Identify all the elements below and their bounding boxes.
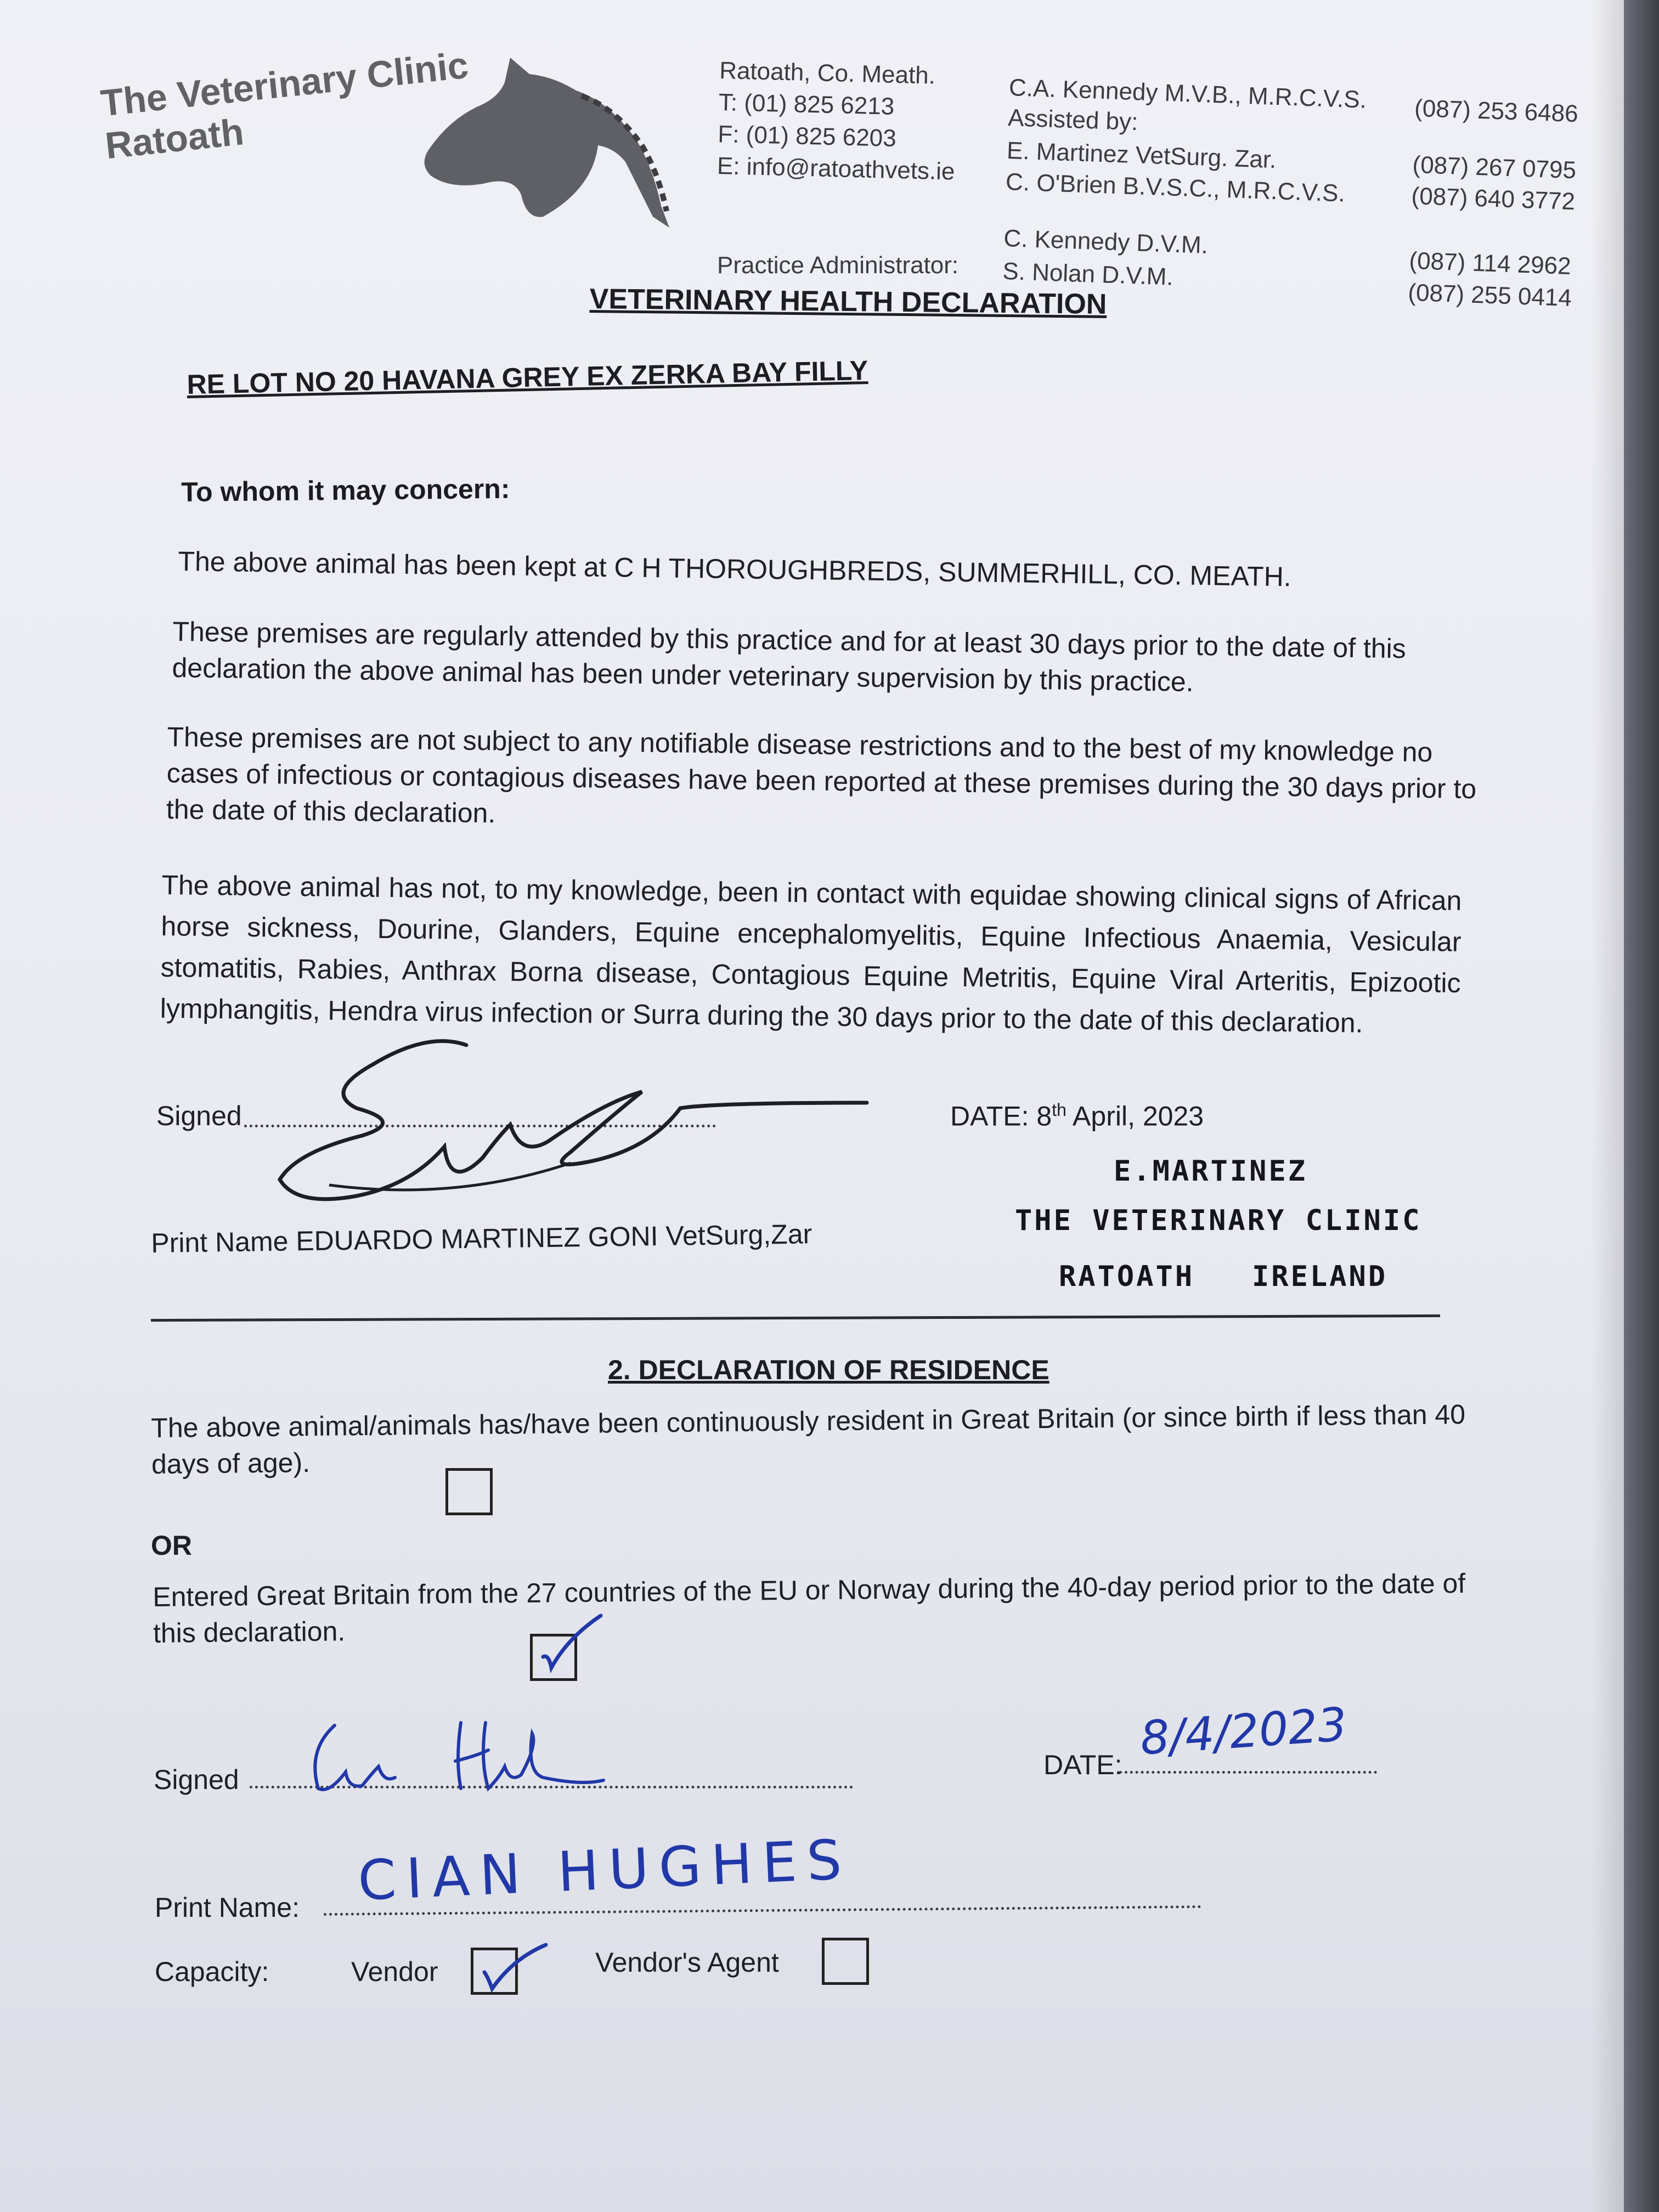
paragraph-equidae-contact: The above animal has not, to my knowledge, been in contact with equidae showing clinical signs of African horse sickness, Dourine, Glanders, Equine encephalomyelitis, Equine Infectious Anaemia, Vesicular stomatitis, Rabies, Anthrax Borna disease, Contagious Equine Metritis, Equine Viral Arteritis, Epizootic lymphangitis, Hendra virus infection or Surra during the 30 days prior to the date of this declaration.: [160, 869, 1462, 1039]
vet-phone-2: (087) 267 0795: [1412, 151, 1577, 184]
print-name-value: CIAN HUGHES: [357, 1827, 853, 1913]
vet-name-2: E. Martinez VetSurg. Zar.: [1006, 137, 1277, 174]
section-divider: [151, 1314, 1440, 1322]
check-mark-icon: [535, 1610, 612, 1676]
print-name-vet: Print Name EDUARDO MARTINEZ GONI VetSurg,Zar: [151, 1218, 812, 1259]
clinic-name-line1: The Veterinary Clinic: [99, 44, 471, 125]
residence-heading: 2. DECLARATION OF RESIDENCE: [608, 1355, 1049, 1385]
signature-martinez: [263, 1026, 889, 1223]
vet-phone-4: (087) 114 2962: [1408, 247, 1572, 280]
clinic-email: E: info@ratoathvets.ie: [716, 152, 956, 185]
or-label: OR: [151, 1530, 192, 1561]
background-surface: [1624, 0, 1659, 2212]
vet-name-5: S. Nolan D.V.M.: [1002, 257, 1174, 291]
print-name-label: Print Name:: [155, 1892, 300, 1923]
vendor-check-mark-icon: [475, 1934, 551, 2000]
residence-option-2-text: Entered Great Britain from the 27 countries of the EU or Norway during the 40-day period prior to the date of this declaration.: [153, 1567, 1466, 1649]
capacity-label: Capacity:: [155, 1956, 269, 1987]
lot-reference: RE LOT NO 20 HAVANA GREY EX ZERKA BAY FILLY: [187, 354, 868, 400]
clinic-telephone: T: (01) 825 6213: [718, 88, 895, 120]
horse-logo-icon: [417, 52, 675, 233]
paper-fold-shadow: [1591, 0, 1624, 2212]
vendor-label: Vendor: [351, 1956, 438, 1987]
residence-option-1-checkbox[interactable]: [445, 1468, 493, 1515]
clinic-fax: F: (01) 825 6203: [717, 120, 897, 152]
clinic-address-block: [716, 55, 957, 188]
vet-phone-3: (087) 640 3772: [1410, 182, 1576, 216]
residence-date-label: DATE:: [1043, 1750, 1122, 1780]
vet-name-3: C. O'Brien B.V.S.C., M.R.C.V.S.: [1005, 168, 1346, 207]
assisted-by-label: Assisted by:: [1007, 104, 1139, 136]
vet-phone-5: (087) 255 0414: [1407, 279, 1572, 312]
vendors-agent-checkbox[interactable]: [822, 1938, 869, 1985]
signed-label-2: Signed: [154, 1764, 239, 1795]
vet-name-4: C. Kennedy D.V.M.: [1003, 224, 1209, 259]
residence-date-value: 8/4/2023: [1138, 1697, 1349, 1765]
salutation: To whom it may concern:: [181, 473, 510, 507]
stamp-line-2: THE VETERINARY CLINIC: [1015, 1204, 1422, 1237]
signed-label-1: Signed: [156, 1101, 242, 1131]
paragraph-disease-restrictions: These premises are not subject to any notifiable disease restrictions and to the best of my knowledge no cases of infectious or contagious diseases have been reported at these premises during the 30 days prior to the date of this declaration.: [166, 721, 1477, 829]
signature-hughes: [296, 1712, 636, 1805]
declaration-title: VETERINARY HEALTH DECLARATION: [589, 283, 1107, 320]
vet-name-1: C.A. Kennedy M.V.B., M.R.C.V.S.: [1008, 74, 1367, 114]
stamp-line-3a: RATOATH: [1059, 1260, 1195, 1293]
stamp-line-1: E.MARTINEZ: [1114, 1155, 1308, 1188]
vet-phone-1: (087) 253 6486: [1414, 94, 1579, 128]
clinic-name-line2: Ratoath: [103, 111, 246, 167]
residence-option-1-text: The above animal/animals has/have been continuously resident in Great Britain (or since birth if less than 40 days of age).: [151, 1398, 1466, 1480]
paragraph-supervision: These premises are regularly attended by this practice and for at least 30 days prior to the date of this declaration the above animal has been under veterinary supervision by this practice.: [172, 616, 1407, 697]
practice-administrator-label: Practice Administrator:: [717, 252, 959, 279]
vendors-agent-label: Vendor's Agent: [595, 1947, 779, 1978]
declaration-date: DATE: 8th April, 2023: [950, 1100, 1204, 1132]
residence-date-line: [1119, 1771, 1377, 1774]
stamp-line-3b: IRELAND: [1252, 1260, 1388, 1293]
paragraph-premises: The above animal has been kept at C H THOROUGHBREDS, SUMMERHILL, CO. MEATH.: [178, 545, 1292, 592]
clinic-address: Ratoath, Co. Meath.: [719, 57, 936, 89]
